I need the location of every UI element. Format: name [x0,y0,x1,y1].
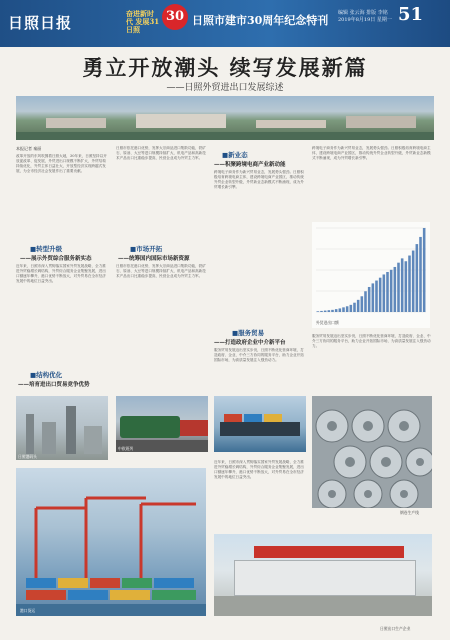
tower [66,406,76,454]
chart-bar [364,291,367,312]
container [244,414,262,422]
chart-bar [379,278,382,312]
section-subtitle-5: ——打造政府企业中介新平台 [214,340,286,346]
section-subtitle-4: ——积聚跨境电商产业新动能 [214,162,286,168]
photo-caption-3: 港口货运 [20,608,36,613]
chart-bar [320,311,323,312]
section-title-1: ■转型升级 [30,245,63,253]
chart-bar [386,272,389,312]
thirty-emblem: 30 [162,4,188,30]
body-column-3: 跨境电子商务作为新兴贸易业态，发展势头强劲。日照积极培育跨境电商主体，建设跨境电商产业园区，推动传统外贸企业转型升级，外贸新业态新模式不断涌现，成为外贸增长新引擎。 [214,170,304,189]
body-column-2b: 日照市依托港口优势，发挥大宗商品进口集散功能，铁矿石、原油、大豆等进口规模持续扩大，机电产品和高新技术产品出口比重稳步提高，民营企业成为外贸主力军。 [116,264,206,278]
container-ship-photo [214,396,306,452]
body-column-4: 跨境电子商务作为新兴贸易业态，发展势头强劲。日照积极培育跨境电商主体，建设跨境电商产业园区，推动传统外贸企业转型升级，外贸新业态新模式不断涌现，成为外贸增长新引擎。 [312,146,431,160]
train-photo [116,396,208,452]
steel-coils-photo [312,396,432,508]
body-column-3b: 服务贸易发展迈出坚实步伐，日照不断优化营商环境，打造政府、企业、中介三方协同的服务平台，助力企业开拓国际市场，为高质量发展注入强劲动力。 [214,348,304,362]
photo-caption-4: 钢卷生产线 [400,510,419,515]
chart-bar [328,310,331,312]
chart-bar [408,256,411,312]
chart-bar [423,228,426,312]
photo-caption-5: 日照出口生产企业 [380,626,411,631]
factory-yard [214,596,432,616]
chart-caption: 外贸进出口额 [316,320,339,325]
chart-bar [419,237,422,312]
container-wagon [180,420,208,436]
section-subtitle-3: ——统筹国内国际市场新资源 [118,256,190,262]
crane-graphic [16,468,206,616]
section-title-3: ■市场开拓 [130,245,163,253]
photo-caption-2: 中欧班列 [118,446,134,451]
tower [26,414,34,454]
locomotive [120,416,180,438]
ship-hull [220,422,300,436]
body-column-4b: 服务贸易发展迈出坚实步伐，日照不断优化营商环境，打造政府、企业、中介三方协同的服务平台，助力企业开拓国际市场，为高质量发展注入强劲动力。 [312,334,431,348]
chart-bar [335,309,338,312]
chart-bar [339,308,342,312]
building-block [346,116,416,128]
building-block [46,118,106,128]
chart-bar [412,251,415,312]
building-block [136,114,226,128]
body-column-2: 日照市依托港口优势，发挥大宗商品进口集散功能，铁矿石、原油、大豆等进口规模持续扩大，机电产品和高新技术产品出口比重稳步提高，民营企业成为外贸主力军。 [116,146,206,160]
body-column-1b: 近年来，日照市深入贯彻落实国家外贸发展战略，全力推进外贸稳增长调结构，外贸综合服务企业集聚发展，进出口额逐年攀升，港口优势不断放大，对外贸易在全市经济发展中的地位日益突出。 [16,264,106,283]
chart-bar [331,310,334,312]
chart-bar [401,258,404,312]
slogan-text: 奋进新时代 发展31日照 [126,9,160,34]
chart-bar [317,311,320,312]
masthead-banner [0,0,450,47]
chart-bar [350,305,353,312]
chart-bar [353,303,356,312]
chart-bar [361,296,364,312]
body-column-1: 改革开放的东风吹拂着日照大地，30年来，日照坚持以开放促改革、促发展，外贸进出口规模不断扩大，外贸结构持续优化，外贸主体日益壮大，开放型经济实现跨越式发展，为全市经济社会发展作出了重要贡献。 [16,154,107,173]
section-subtitle-1: ——展示外贸综合服务新实态 [20,256,92,262]
green-belt [16,132,434,140]
chart-bar [397,263,400,312]
chart-bar [383,274,386,312]
page-headline: 勇立开放潮头 续写发展新篇 [82,55,368,80]
chart-bar [390,270,393,312]
factory-sign [254,546,404,558]
photo-caption-1: 日照港码头 [18,454,37,459]
tower [84,426,102,454]
section-subtitle-2: ——培育进出口贸易竞争优势 [18,382,90,388]
section-title-4: ■新业态 [222,151,248,159]
factory-building [234,560,416,596]
chart-bar [368,287,371,312]
container [224,414,242,422]
trade-bar-chart [312,222,430,318]
chart-bar [394,267,397,312]
port-cranes-photo [16,468,206,616]
aerial-photo [16,96,434,140]
anniversary-title: 日照市建市30周年纪念特刊 [192,14,329,27]
section-title-5: ■服务贸易 [232,329,265,337]
page-number: 51 [398,4,424,25]
building-block [256,120,326,128]
chart-bar [372,283,375,312]
section-title-2: ■结构优化 [30,371,63,379]
factory-photo [214,534,432,616]
chart-bar [375,281,378,312]
port-skyline-photo [16,396,108,460]
byline: 本报记者 秦丽 [16,146,42,151]
trade-chart [312,222,430,328]
page-subheadline: ——日照外贸进出口发展综述 [166,83,284,93]
tower [42,422,56,454]
chart-bar [324,311,327,312]
chart-bar [342,307,345,312]
page-info: 编辑 张云海 排版 李铭 2019年8月19日 星期一 [338,10,392,23]
chart-bar [346,306,349,312]
container [264,414,282,422]
body-column-5: 近年来，日照市深入贯彻落实国家外贸发展战略，全力推进外贸稳增长调结构，外贸综合服务企业集聚发展，进出口额逐年攀升，港口优势不断放大，对外贸易在全市经济发展中的地位日益突出。 [214,460,304,479]
newspaper-logo: 日照日报 [8,14,73,32]
chart-bar [357,300,360,312]
steel-coils-graphic [312,396,432,508]
chart-bar [405,261,408,312]
chart-bar [416,244,419,312]
